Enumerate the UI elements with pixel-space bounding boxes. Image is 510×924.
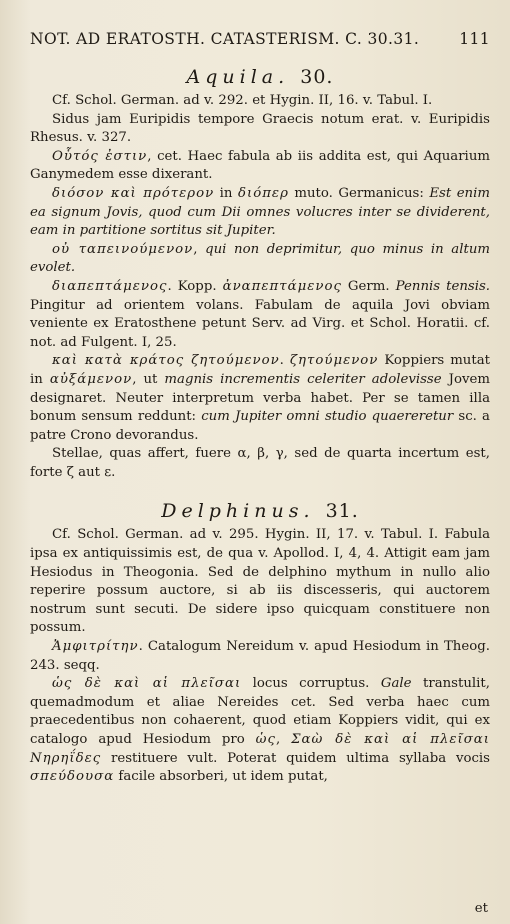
section-heading bbox=[30, 500, 490, 522]
greek-text: ὡς bbox=[255, 732, 276, 747]
section-name: Aquila. bbox=[186, 66, 290, 88]
italic-text: cum Jupiter omni studio quaereretur bbox=[201, 409, 454, 425]
paragraph bbox=[30, 445, 490, 482]
greek-text: οὐ ταπεινούμενον bbox=[52, 241, 194, 257]
text-run: facile absorberi, ut idem putat, bbox=[114, 769, 328, 785]
body-text bbox=[30, 66, 490, 787]
greek-text: ἀναπεπτάμενος bbox=[222, 278, 342, 294]
catchword: et bbox=[474, 901, 488, 916]
section-number: 30. bbox=[300, 66, 334, 88]
greek-text: διόσον καὶ πρότερον bbox=[52, 185, 215, 201]
paragraph bbox=[30, 241, 490, 278]
greek-text: διαπεπτάμενος bbox=[52, 278, 168, 294]
running-head bbox=[30, 30, 490, 48]
greek-text: καὶ κατὰ κράτος ζητούμενον bbox=[52, 353, 280, 369]
text-run: Cf. Schol. German. ad v. 295. Hygin. II, 17. v. Tabul. I. Fabula ipsa ex antiquissimis est, de qua v. Apollod. I, 4, 4. Attigit eam jam Hesiodus in Theogonia. Sed de delphino mythum in nullo alio reperire possum auctore, si ab iis discesseris, qui auctorem nostrum sunt secuti. De sidere ipso quicquam constituere non possum. bbox=[30, 527, 490, 636]
paragraph bbox=[30, 148, 490, 185]
greek-text: Σαὼ δὲ καὶ αἱ πλεῖσαι Νηρηΐδες bbox=[30, 732, 490, 766]
italic-text: Pennis tensis. bbox=[395, 278, 491, 294]
greek-text: σπεύδουσα bbox=[30, 769, 115, 785]
paragraph bbox=[30, 111, 490, 148]
greek-text: διόπερ bbox=[237, 185, 289, 201]
text-run: , ut bbox=[132, 371, 165, 387]
section-name: Delphinus. bbox=[161, 500, 315, 523]
paragraph bbox=[30, 638, 490, 675]
greek-text: ὡς δὲ καὶ αἱ πλεῖσαι bbox=[52, 676, 242, 692]
paragraph bbox=[30, 278, 490, 352]
text-run: locus corruptus. bbox=[241, 676, 381, 692]
greek-text: αὐξάμενον bbox=[49, 371, 133, 387]
paragraph bbox=[30, 352, 490, 445]
text-run: Cf. Schol. German. ad v. 292. et Hygin. II, 16. v. Tabul. I. bbox=[52, 93, 433, 108]
greek-text: Ἀμφιτρίτην bbox=[52, 639, 139, 655]
text-run: Koppiers mutat in bbox=[30, 353, 490, 387]
greek-text: ζητούμενον bbox=[289, 353, 379, 369]
text-run: . Catalogum Nereidum v. apud Hesiodum in Theog. 243. seqq. bbox=[30, 639, 490, 673]
text-run: , bbox=[193, 241, 206, 257]
italic-text: Est enim ea signum Jovis, quod cum Dii omnes volucres inter se dividerent, eam in partitione sortitus sit Jupiter. bbox=[30, 185, 490, 239]
text-run: Stellae, quas affert, fuere α, β, γ, sed de quarta incertum est, forte ζ aut ε. bbox=[30, 446, 490, 480]
running-head-title: NOT. AD ERATOSTH. CATASTERISM. C. 30.31. bbox=[30, 30, 420, 48]
paragraph bbox=[30, 526, 490, 638]
text-run: , bbox=[275, 732, 292, 747]
italic-text: qui non deprimitur, quo minus in altum evolet. bbox=[30, 241, 490, 276]
italic-text: magnis incrementis celeriter adolevisse bbox=[164, 371, 442, 387]
text-run: restituere vult. Poterat quidem ultima syllaba vocis bbox=[101, 750, 490, 766]
text-run: Germ. bbox=[341, 278, 396, 294]
text-run: Sidus jam Euripidis tempore Graecis notum erat. v. Euripidis Rhesus. v. 327. bbox=[30, 111, 490, 146]
text-run: . Kopp. bbox=[167, 278, 223, 294]
text-run: . bbox=[279, 353, 290, 369]
greek-text: Οὗτός ἐστιν bbox=[52, 148, 148, 164]
text-run: Pingitur ad orientem volans. Fabulam de aquila Jovi obviam veniente ex Eratosthene petunt Serv. ad Virg. et Schol. Horatii. cf. not. ad Fulgent. I, 25. bbox=[30, 297, 490, 350]
text-run: transtulit, quemadmodum et aliae Nereides cet. Sed verba haec cum praecedentibus non cohaerent, quod etiam Koppiers vidit, qui ex catalogo apud Hesiodum pro bbox=[30, 676, 490, 747]
paragraph bbox=[30, 675, 490, 787]
text-run: in bbox=[214, 185, 238, 201]
text-run: Jovem designaret. Neuter interpretum verba habet. Per se tamen illa bonum sensum reddunt: bbox=[30, 371, 490, 425]
italic-text: Gale bbox=[380, 676, 412, 692]
text-run: sc. a patre Crono devorandus. bbox=[30, 409, 490, 443]
text-run: muto. Germanicus: bbox=[288, 185, 430, 201]
page-number: 111 bbox=[459, 30, 490, 48]
section-number: 31. bbox=[325, 500, 359, 523]
paragraph bbox=[30, 92, 490, 111]
section-heading bbox=[30, 66, 490, 88]
paragraph bbox=[30, 185, 490, 241]
text-run: , cet. Haec fabula ab iis addita est, qui Aquarium Ganymedem esse dixerant. bbox=[30, 148, 490, 183]
